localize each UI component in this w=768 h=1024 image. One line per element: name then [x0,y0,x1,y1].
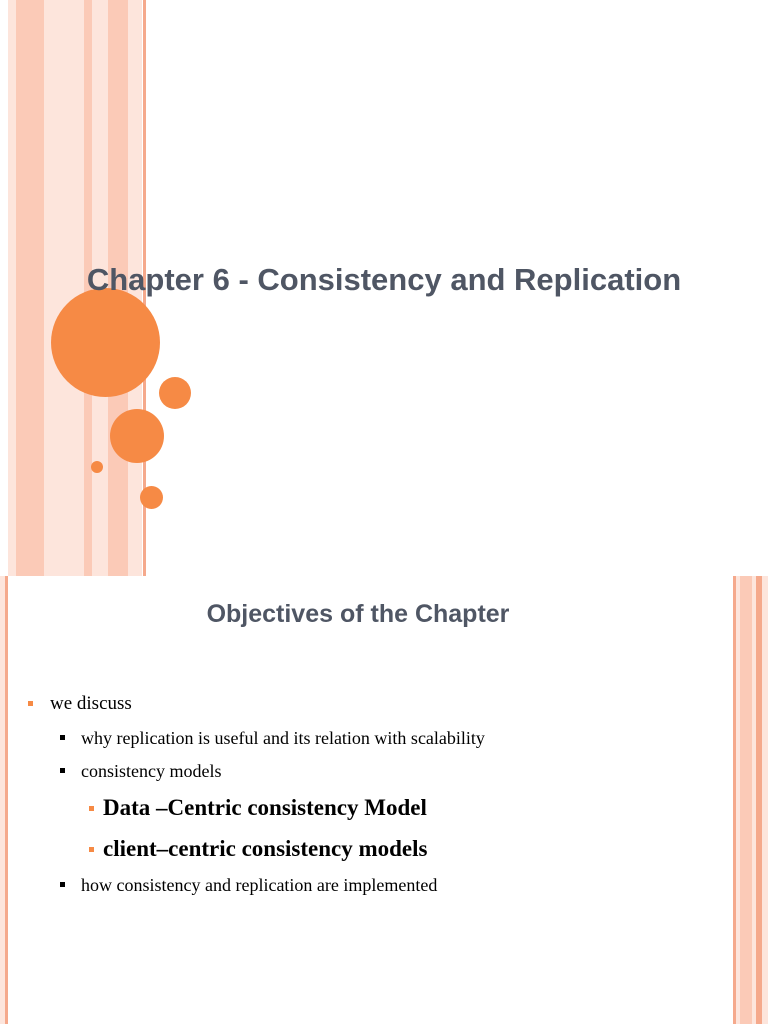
bullet-marker [89,847,94,852]
bullet-marker [60,735,65,740]
small-circle-decoration [140,486,163,509]
list-item: we discuss [50,693,132,714]
decorative-stripe [5,576,8,1024]
large-circle-decoration [51,288,160,397]
small-circle-decoration [159,377,191,409]
bullet-marker [28,701,33,706]
slide-title: Objectives of the Chapter [206,600,510,628]
list-item: consistency models [81,761,222,781]
bullet-marker [60,768,65,773]
medium-circle-decoration [110,409,164,463]
list-item: how consistency and replication are implemented [81,875,438,895]
decorative-stripe [762,576,768,1024]
list-item: Data –Centric consistency Model [103,795,427,820]
list-item: client–centric consistency models [103,836,428,861]
tiny-circle-decoration [91,461,103,473]
decorative-stripe [740,576,752,1024]
list-item: why replication is useful and its relation with scalability [81,728,485,748]
bullet-marker [89,806,94,811]
slide-title: Chapter 6 - Consistency and Replication [86,262,682,297]
bullet-marker [60,882,65,887]
